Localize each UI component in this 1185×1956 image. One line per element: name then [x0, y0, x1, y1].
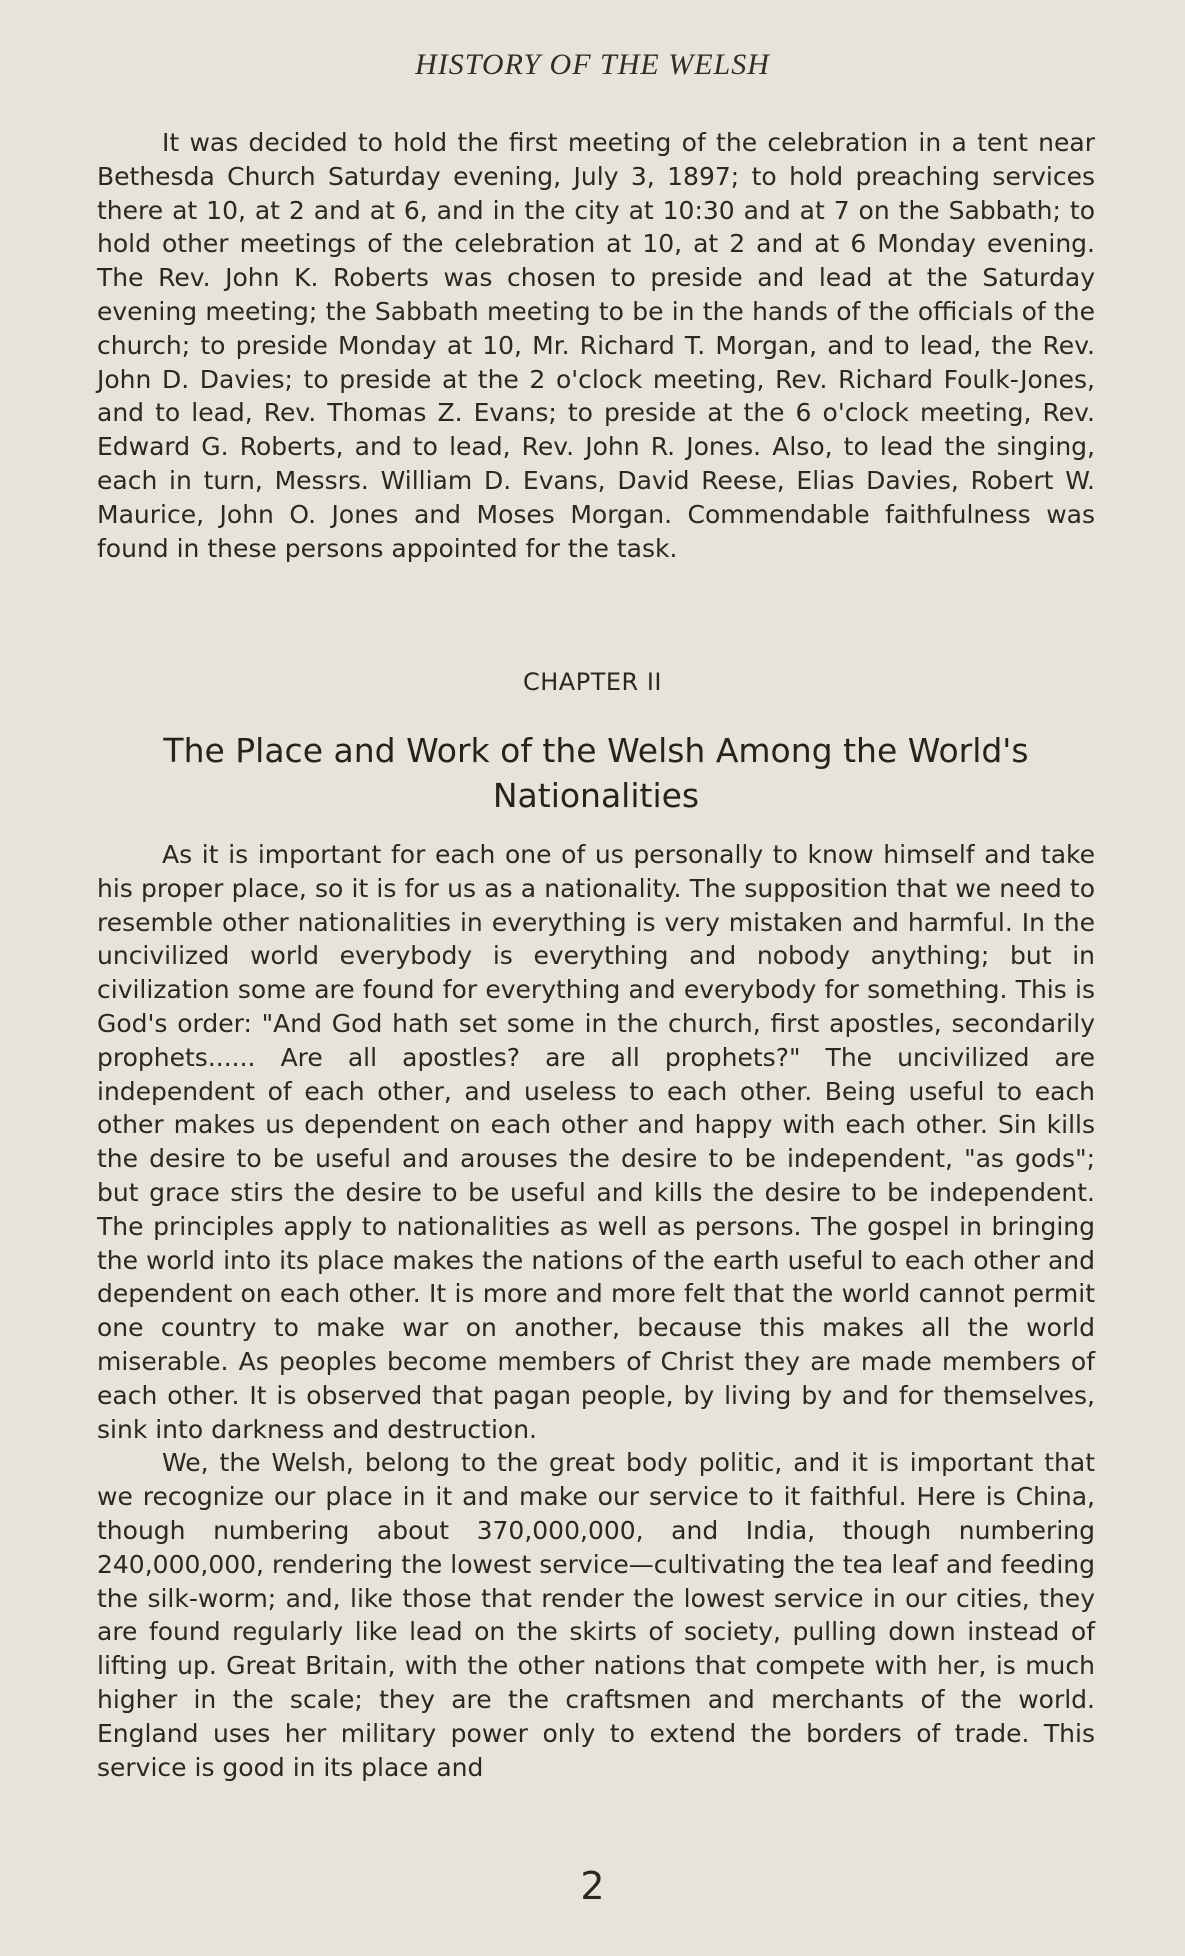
intro-paragraph: It was decided to hold the first meeting of the celebration in a tent near Bethesda Church Saturday evening, July 3, 1897; to hold preaching services there at 10, at 2 and at 6, and in the city at 10:30 and at 7 on the Sabbath; to hold other meetings of the celebration at 10, at 2 and at 6 Monday evening. The Rev. John K. Roberts was chosen to preside and lead at the Saturday evening meeting; the Sabbath meeting to be in the hands of the officials of the church; to preside Monday at 10, Mr. Richard T. Morgan, and to lead, the Rev. John D. Davies; to preside at the 2 o'clock meeting, Rev. Richard Foulk-Jones, and to lead, Rev. Thomas Z. Evans; to preside at the 6 o'clock meeting, Rev. Edward G. Roberts, and to lead, Rev. John R. Jones. Also, to lead the singing, each in turn, Messrs. William D. Evans, David Reese, Elias Davies, Robert W. Maurice, John O. Jones and Moses Morgan. Commendable faithfulness was found in these persons appointed for the task. [97, 128, 1095, 563]
body-paragraph-2: We, the Welsh, belong to the great body politic, and it is important that we recognize our place in it and make our service to it faithful. Here is China, though numbering about 370,000,000, and India, though numbering 240,000,000, rendering the lowest service—cultivating the tea leaf and feeding the silk-worm; and, like those that render the lowest service in our cities, they are found regularly like lead on the skirts of society, pulling down instead of lifting up. Great Britain, with the other nations that compete with her, is much higher in the scale; they are the craftsmen and merchants of the world. England uses her military power only to extend the borders of trade. This service is good in its place and [97, 1448, 1095, 1782]
page-number: 2 [580, 1864, 605, 1908]
chapter-label: CHAPTER II [523, 668, 662, 696]
running-head: HISTORY OF THE WELSH [415, 48, 770, 81]
chapter-body [97, 838, 1095, 1784]
intro-paragraph-block [97, 126, 1095, 565]
body-paragraph-1: As it is important for each one of us personally to know himself and take his proper place, so it is for us as a nationality. The supposition that we need to resemble other nationalities in everything is very mistaken and harmful. In the uncivilized world everybody is everything and nobody anything; but in civilization some are found for everything and everybody for something. This is God's order: "And God hath set some in the church, first apostles, secondarily prophets...... Are all apostles? are all prophets?" The uncivilized are independent of each other, and useless to each other. Being useful to each other makes us dependent on each other and happy with each other. Sin kills the desire to be useful and arouses the desire to be independent, "as gods"; but grace stirs the desire to be useful and kills the desire to be independent. The principles apply to nationalities as well as persons. The gospel in bringing the world into its place makes the nations of the earth useful to each other and dependent on each other. It is more and more felt that the world cannot permit one country to make war on another, because this makes all the world miserable. As peoples become members of Christ they are made members of each other. It is observed that pagan people, by living by and for themselves, sink into darkness and destruction. [97, 840, 1095, 1444]
chapter-title: The Place and Work of the Welsh Among the World's Nationalities [163, 731, 1029, 815]
